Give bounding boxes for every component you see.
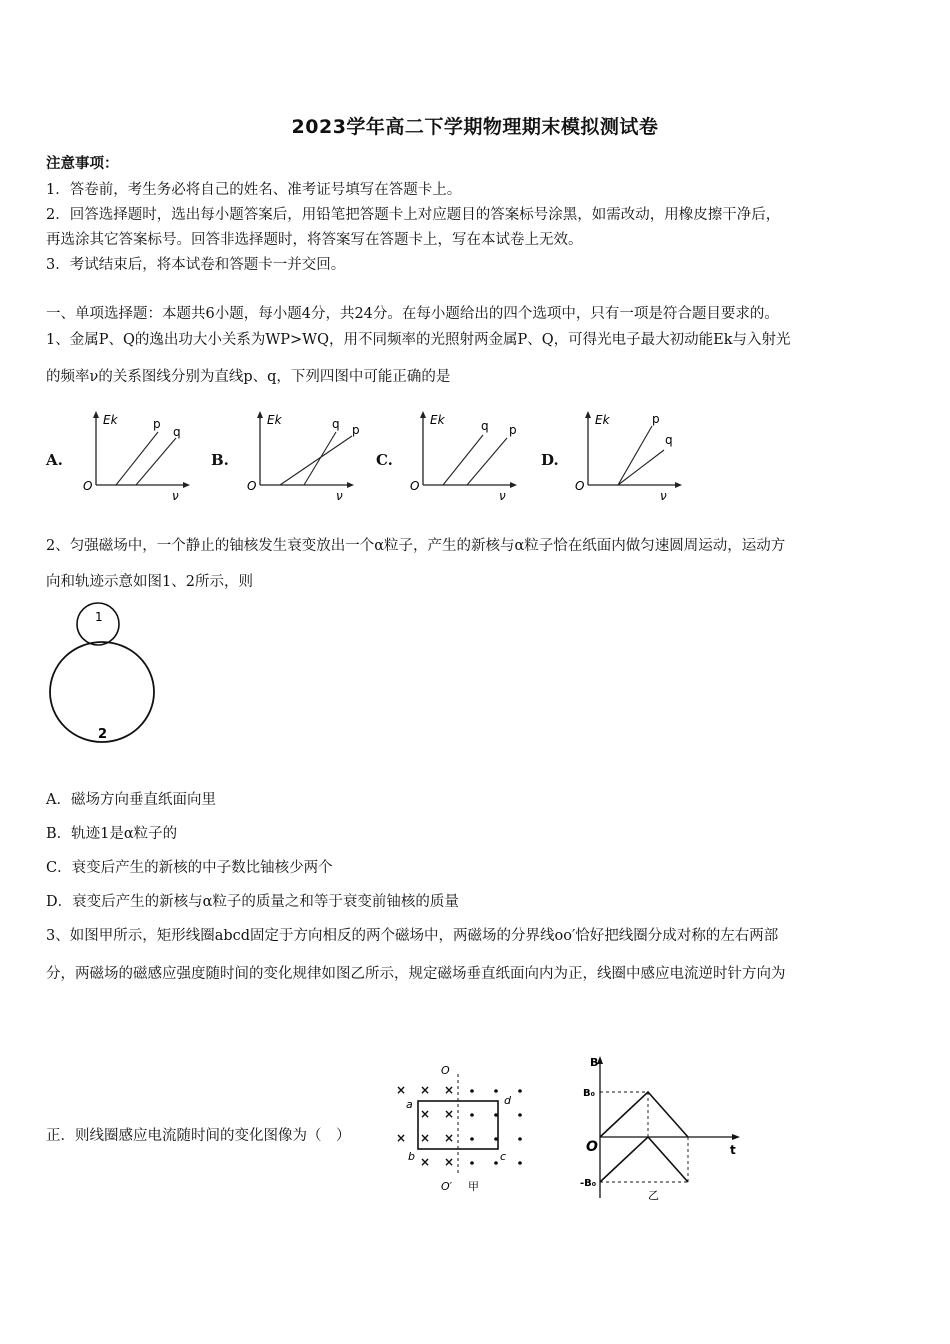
- line-label: p: [652, 412, 660, 426]
- axis-label-y: Ek: [595, 413, 610, 427]
- label-neg-b0: -B₀: [580, 1178, 597, 1189]
- x-marks-left: [396, 1083, 454, 1169]
- axis-label-x: ν: [336, 489, 343, 503]
- option-label: D.: [541, 451, 559, 469]
- origin-label: O: [247, 479, 257, 493]
- svg-text:×: ×: [444, 1107, 455, 1121]
- figure-jia: [388, 1058, 538, 1198]
- svg-text:×: ×: [420, 1107, 431, 1121]
- svg-text:×: ×: [444, 1131, 455, 1145]
- notice-item: 3．考试结束后，将本试卷和答题卡一并交回。: [46, 257, 346, 273]
- svg-text:×: ×: [444, 1083, 455, 1097]
- question-1-text: 的频率ν的关系图线分别为直线p、q，下列四图中可能正确的是: [46, 369, 451, 385]
- question-3-text: 3、如图甲所示，矩形线圈abcd固定于方向相反的两个磁场中，两磁场的分界线oo′恰好把线圈分成对称的左右两部: [46, 928, 779, 944]
- notice-item: 再选涂其它答案标号。回答非选择题时，将答案写在答题卡上，写在本试卷上无效。: [46, 232, 583, 248]
- line-q: [443, 435, 483, 485]
- graph-b: [244, 408, 364, 503]
- graph-a: [80, 408, 195, 503]
- line-label: p: [509, 423, 517, 437]
- label-d: d: [504, 1094, 511, 1107]
- page-title: 2023学年高二下学期物理期末模拟测试卷: [291, 116, 659, 138]
- section-heading: 一、单项选择题：本题共6小题，每小题4分，共24分。在每小题给出的四个选项中，只有一项是符合题目要求的。: [46, 306, 779, 322]
- label-a: a: [406, 1098, 413, 1111]
- axis-label-t: t: [730, 1143, 736, 1157]
- origin-label: O: [586, 1139, 598, 1155]
- b-curve-upper: [600, 1092, 688, 1137]
- line-q: [304, 432, 336, 485]
- axis-label-y: Ek: [103, 413, 118, 427]
- answer-option: C．衰变后产生的新核的中子数比铀核少两个: [46, 860, 333, 876]
- label-c: c: [500, 1150, 507, 1163]
- axis-label-b: B: [590, 1056, 599, 1069]
- graph-c: [407, 408, 527, 503]
- svg-text:×: ×: [444, 1155, 455, 1169]
- line-label: q: [332, 417, 340, 431]
- axis-label-y: Ek: [267, 413, 282, 427]
- line-p: [116, 432, 158, 485]
- answer-option: D．衰变后产生的新核与α粒子的质量之和等于衰变前铀核的质量: [46, 894, 459, 910]
- axis-label-x: ν: [499, 489, 506, 503]
- svg-text:×: ×: [420, 1131, 431, 1145]
- decay-track-figure: [44, 598, 160, 750]
- line-label: q: [173, 425, 181, 439]
- label-o-prime: O′: [441, 1180, 453, 1193]
- line-q: [136, 438, 176, 485]
- line-label: q: [665, 433, 673, 447]
- origin-label: O: [575, 479, 585, 493]
- question-3-text: 分，两磁场的磁感应强度随时间的变化规律如图乙所示，规定磁场垂直纸面向内为正，线圈中感应电流逆时针方向为: [46, 966, 786, 982]
- option-label: B.: [211, 451, 229, 469]
- notice-item: 1．答卷前，考生务必将自己的姓名、准考证号填写在答题卡上。: [46, 182, 462, 198]
- option-label: C.: [376, 451, 393, 469]
- question-2-text: 向和轨迹示意如图1、2所示，则: [46, 574, 253, 590]
- svg-text:×: ×: [396, 1083, 407, 1097]
- question-1-text: 1、金属P、Q的逸出功大小关系为WP>WQ，用不同频率的光照射两金属P、Q，可得光电子最大初动能Ek与入射光: [46, 332, 791, 348]
- option-label: A.: [46, 451, 63, 469]
- question-2-text: 2、匀强磁场中，一个静止的铀核发生衰变放出一个α粒子，产生的新核与α粒子恰在纸面内做匀速圆周运动，运动方: [46, 538, 786, 554]
- b-curve-lower: [600, 1137, 688, 1182]
- notice-item: 2．回答选择题时，选出每小题答案后，用铅笔把答题卡上对应题目的答案标号涂黑，如需改动，用橡皮擦干净后，: [46, 207, 781, 223]
- graph-d: [572, 408, 687, 503]
- line-p: [467, 438, 507, 485]
- caption-yi: 乙: [648, 1189, 659, 1202]
- line-label: p: [352, 423, 360, 437]
- label-o: O: [441, 1064, 450, 1077]
- track-label: 1: [95, 610, 103, 624]
- line-label: q: [481, 419, 489, 433]
- svg-text:×: ×: [420, 1083, 431, 1097]
- line-label: p: [153, 417, 161, 431]
- origin-label: O: [83, 479, 93, 493]
- caption-jia: 甲: [468, 1180, 479, 1193]
- answer-option: A．磁场方向垂直纸面向里: [46, 792, 216, 808]
- line-p: [280, 436, 352, 485]
- label-b0: B₀: [583, 1088, 596, 1099]
- axis-label-y: Ek: [430, 413, 445, 427]
- axis-label-x: ν: [172, 489, 179, 503]
- origin-label: O: [410, 479, 420, 493]
- figure-yi: [578, 1050, 748, 1205]
- line-p: [618, 426, 652, 485]
- line-q: [618, 450, 664, 485]
- question-3-text: 正．则线圈感应电流随时间的变化图像为（ ）: [46, 1128, 351, 1144]
- label-b: b: [408, 1150, 415, 1163]
- svg-text:×: ×: [420, 1155, 431, 1169]
- axis-label-x: ν: [660, 489, 667, 503]
- notice-heading: 注意事项：: [46, 155, 119, 172]
- svg-text:×: ×: [396, 1131, 407, 1145]
- answer-option: B．轨迹1是α粒子的: [46, 826, 178, 842]
- track-label: 2: [98, 727, 108, 742]
